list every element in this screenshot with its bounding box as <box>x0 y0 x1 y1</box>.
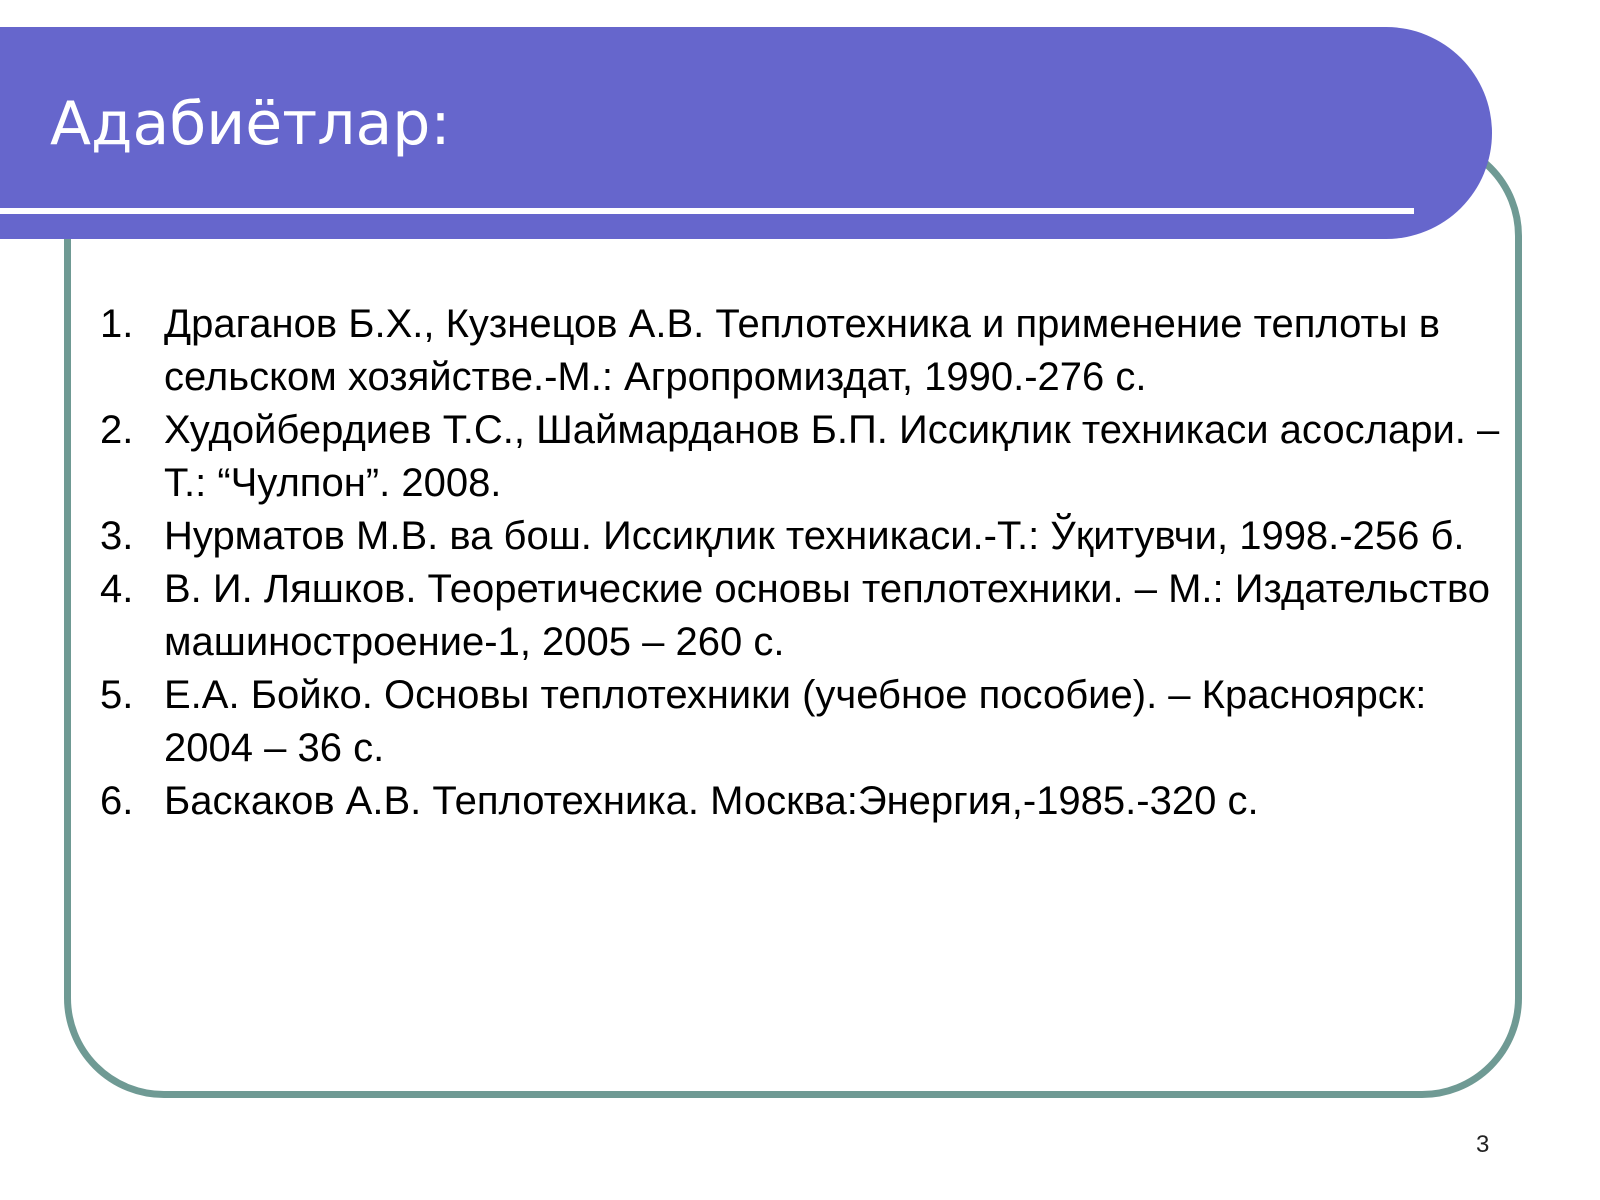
reference-text: Худойбердиев Т.С., Шаймарданов Б.П. Иссиқлик техникаси асослари. – Т.: “Чулпон”. 2008. <box>164 408 1500 505</box>
reference-item-5 <box>100 669 1500 775</box>
reference-text: В. И. Ляшков. Теоретические основы теплотехники. – М.: Издательство машиностроение-1, 2005 – 260 с. <box>164 567 1490 664</box>
reference-number: 1. <box>100 302 134 346</box>
reference-text: Нурматов М.В. ва бош. Иссиқлик техникаси.-Т.: Ўқитувчи, 1998.-256 б. <box>164 514 1465 558</box>
slide-title: Адабиётлар: <box>50 89 451 159</box>
reference-text: Драганов Б.Х., Кузнецов А.В. Теплотехника и применение теплоты в сельском хозяйстве.-М.: Агропромиздат, 1990.-276 с. <box>164 302 1440 399</box>
reference-text: Е.А. Бойко. Основы теплотехники (учебное пособие). – Красноярск: 2004 – 36 с. <box>164 673 1427 770</box>
reference-number: 5. <box>100 673 134 717</box>
reference-item-3 <box>100 510 1500 563</box>
reference-number: 6. <box>100 779 134 823</box>
reference-item-6 <box>100 775 1500 828</box>
reference-number: 2. <box>100 408 134 452</box>
reference-number: 4. <box>100 567 134 611</box>
page-number: 3 <box>1476 1131 1490 1158</box>
reference-number: 3. <box>100 514 134 558</box>
reference-item-2 <box>100 404 1500 510</box>
reference-item-1 <box>100 298 1500 404</box>
reference-text: Баскаков А.В. Теплотехника. Москва:Энергия,-1985.-320 с. <box>164 779 1259 823</box>
header-divider <box>0 208 1414 214</box>
reference-list <box>100 298 1500 828</box>
reference-item-4 <box>100 563 1500 669</box>
